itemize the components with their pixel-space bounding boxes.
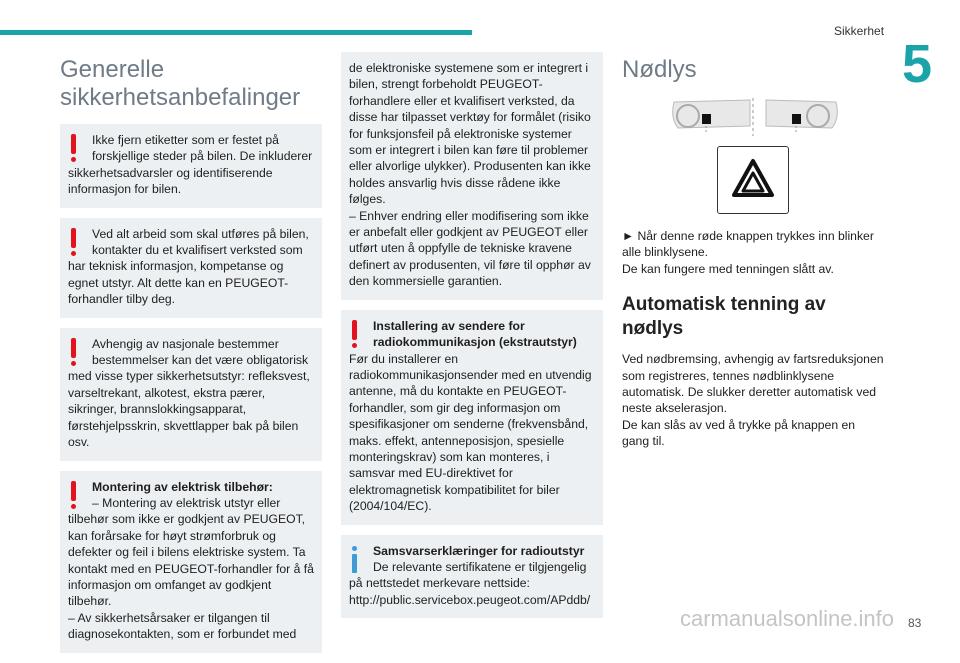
section-name: Sikkerhet (834, 24, 885, 38)
info-box (341, 535, 603, 619)
warning-box (60, 124, 322, 208)
warning-heading: Montering av elektrisk tilbehør: (92, 479, 273, 494)
warning-icon (68, 132, 86, 164)
continued-box (341, 52, 603, 300)
warning-icon (68, 479, 86, 511)
page-number: 83 (908, 616, 922, 630)
dashboard-illustration (622, 96, 884, 136)
auto-hazard-text (622, 351, 884, 449)
hazard-note: De kan fungere med tenningen slått av. (622, 261, 834, 276)
warning-text: Før du installerer en radiokommunikasjonsender med en utvendig antenne, må du kontakte en PEUGEOT-forhandler, som gir deg informasjon om spesifikasjoner om senderne (frekvensbånd, maks. effekt, antenneposisjon, spesielle monteringskrav) som kan monteres, i samsvar med EU-direktivet for elektromagnetisk kompatibilitet for biler (2004/104/EC). (349, 351, 592, 514)
warning-box (60, 328, 322, 461)
auto-hazard-paragraph: De kan slås av ved å trykke på knappen en gang til. (622, 417, 856, 449)
chapter-number: 5 (902, 34, 933, 94)
warning-box (60, 218, 322, 318)
watermark: carmanualsonline.info (680, 606, 895, 631)
column-general-safety (60, 52, 322, 663)
hazard-instructions (622, 228, 884, 277)
column-continued (341, 52, 603, 628)
info-icon (349, 543, 367, 575)
warning-box (60, 471, 322, 653)
column-hazard-lights (622, 52, 884, 450)
header-accent-bar (0, 30, 472, 35)
warning-text: Ikke fjern etiketter som er festet på forskjellige steder på bilen. De inkluderer sikkerhetsadvarsler og identifiserende informasjon for bilen. (68, 133, 313, 197)
warning-text: – Montering av elektrisk utstyr eller tilbehør som ikke er godkjent av PEUGEOT, kan forårsake for høyt strømforbruk og defekter og feil i bilens elektriske system. Ta kontakt med en PEUGEOT-forhandler for å få informasjon om omfanget av godkjent tilbehør. (68, 495, 314, 609)
warning-icon (68, 226, 86, 258)
info-text: De relevante sertifikatene er tilgjengelig på nettstedet merkevare nettside: http://public.servicebox.peugeot.com/APddb/ (349, 559, 591, 607)
warning-text: Avhengig av nasjonale bestemmer bestemmelser kan det være obligatorisk med visse typer sikkerhetsutstyr: refleksvest, varseltrekant, alkotest, ekstra pærer, sikringer, brannslokkingsapparat, førstehjelpsskrin, skvettlapper bak på bilen osv. (68, 336, 310, 450)
warning-box (341, 310, 603, 525)
auto-hazard-paragraph: Ved nødbremsing, avhengig av fartsreduksjonen som registreres, tennes nødblinklysene automatisk. De slukker deretter automatisk ved neste akselerasjon. (622, 352, 884, 416)
continued-text: – Enhver endring eller modifisering som ikke er anbefalt eller godkjent av PEUGEOT eller utført uten å oppfylle de tekniske kravene definert av produsenten, vil føre til opphør av den kommersielle garantien. (349, 208, 591, 289)
continued-text: de elektroniske systemene som er integrert i bilen, strengt forbeholdt PEUGEOT-forhandlere eller et kvalifisert verksted, da disse har tilpasset verktøy for formålet (risiko for funksjonsfeil på elektroniske systemer som er integrert i bilen kan føre til problemer eller alvorlige ulykker). Produsenten kan ikke holdes ansvarlig hvis disse rådene ikke følges. (349, 61, 591, 207)
info-heading: Samsvarserklæringer for radioutstyr (373, 543, 585, 558)
warning-heading: Installering av sendere for radiokommunikasjon (ekstrautstyr) (373, 318, 577, 350)
warning-text: – Av sikkerhetsårsaker er tilgangen til diagnosekontakten, som er forbundet med (68, 610, 297, 642)
hazard-triangle-icon (718, 147, 788, 213)
warning-text: Ved alt arbeid som skal utføres på bilen, kontakter du et kvalifisert verksted som har teknisk informasjon, kompetanse og egnet utstyr. Alt dette kan en PEUGEOT-forhandler tilby deg. (68, 226, 309, 307)
page-title: Generelle sikkerhetsanbefalinger (60, 56, 301, 111)
hazard-title: Nødlys (622, 56, 697, 83)
auto-hazard-subtitle: Automatisk tenning av nødlys (622, 294, 826, 340)
hazard-instruction: ► Når denne røde knappen trykkes inn blinker alle blinklysene. (622, 229, 874, 260)
steering-wheel-icon (622, 96, 884, 140)
warning-icon (349, 318, 367, 350)
hazard-button (717, 146, 789, 214)
warning-icon (68, 336, 86, 368)
